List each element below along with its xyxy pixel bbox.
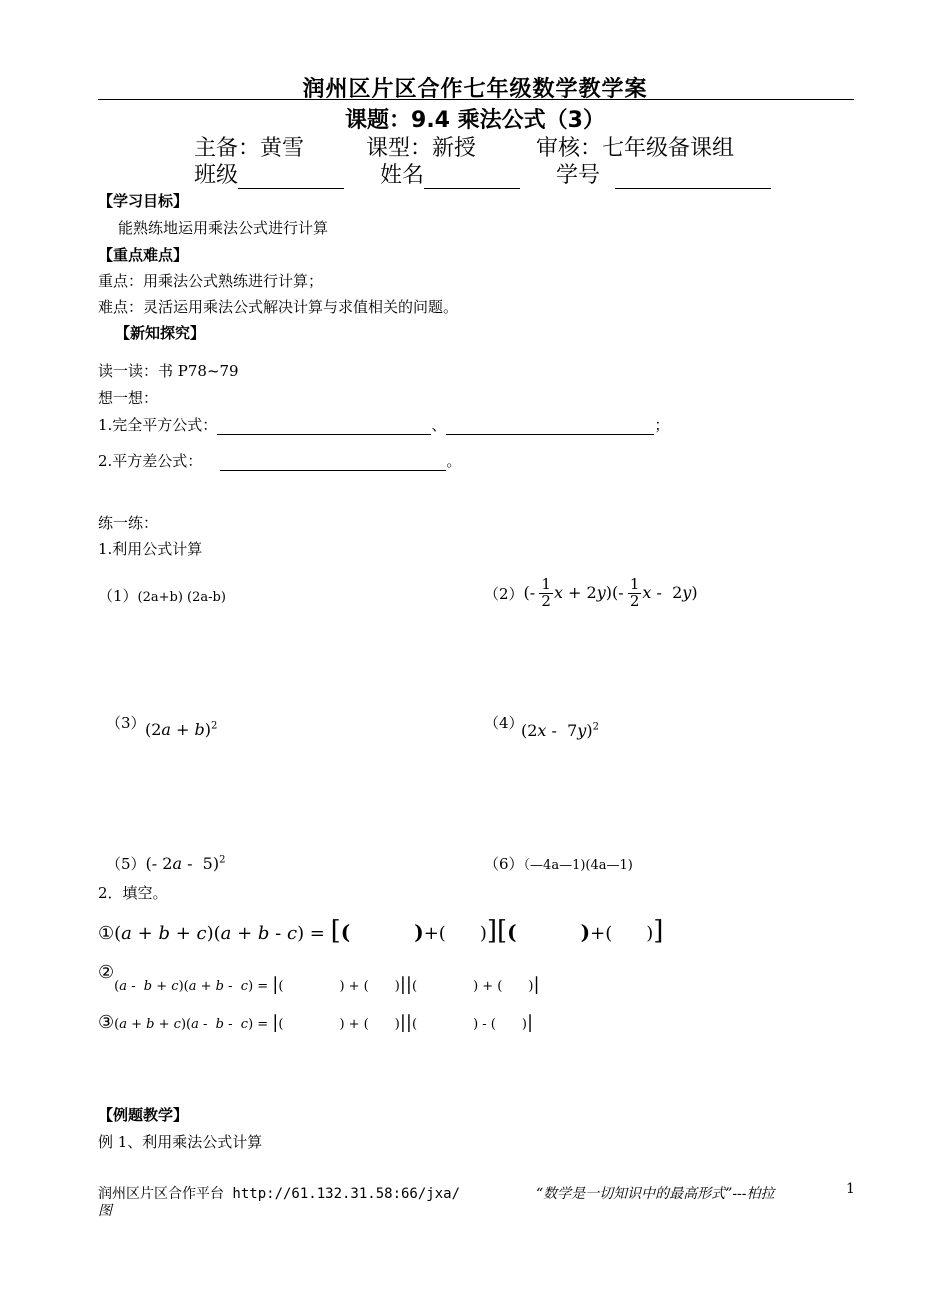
problem-4	[484, 712, 524, 733]
q2-blank[interactable]	[220, 454, 446, 471]
fill-1-marker: ①	[98, 923, 115, 944]
think-text: 想一想：	[98, 389, 159, 407]
reviewer: 审核：七年级备课组	[536, 136, 735, 161]
fill-3-marker: ③	[98, 1012, 115, 1033]
read-text: 读一读：书 P78~79	[98, 362, 239, 380]
problem-2	[484, 577, 698, 610]
p2-expr: (- $\frac{1}{2}$ x + 2y)(- $\frac{1}{2}$ x - 2y)	[523, 575, 698, 610]
footer-quote: “数学是一切知识中的最高形式”---柏拉	[536, 1186, 775, 1202]
lesson-topic: 课题：9.4 乘法公式（3）	[345, 108, 605, 133]
example-1: 例 1、利用乘法公式计算	[98, 1133, 263, 1151]
explore-title: 【新知探究】	[115, 324, 206, 342]
problem-3	[106, 712, 146, 733]
problem-1	[98, 585, 226, 606]
class-blank[interactable]	[238, 168, 344, 189]
footer-platform: 润州区片区合作平台 http://61.132.31.58:66/jxa/	[98, 1186, 461, 1202]
page-number: 1	[846, 1181, 855, 1197]
q1-label: 1.完全平方公式：	[98, 416, 218, 434]
name-label: 姓名	[380, 163, 425, 188]
p4-label: （4）	[484, 714, 524, 732]
q1-end: ；	[654, 416, 670, 434]
fill-2	[98, 962, 540, 995]
fill-title: 2．填空。	[98, 884, 168, 902]
p3-label: （3）	[106, 714, 146, 732]
preparer: 主备：黄雪	[194, 136, 305, 161]
p6-expr: （—4a—1)(4a—1)	[523, 858, 633, 873]
p3-expr: $(2a + b)^2$	[145, 720, 218, 739]
name-blank[interactable]	[424, 168, 520, 189]
fill-3	[98, 1012, 533, 1033]
fill-2-expr: (a - b + c)(a + b - c) = |( ) + ( )||( ) + ( )|	[114, 974, 540, 995]
question-1	[98, 414, 669, 435]
p2-label: （2）	[484, 584, 524, 603]
problem-5	[106, 853, 225, 874]
p6-label: （6）	[484, 855, 524, 873]
goals-title: 【学习目标】	[98, 192, 189, 210]
goals-text: 能熟练地运用乘法公式进行计算	[118, 219, 329, 237]
fill-1	[98, 916, 663, 946]
student-no-label: 学号	[556, 163, 601, 188]
p4-expr: (2x - 7y)$^2$	[521, 721, 599, 740]
q1-blank-b[interactable]	[446, 418, 654, 435]
p5-expr: (- 2a - 5)$^2$	[145, 854, 226, 873]
q1-blank-a[interactable]	[217, 418, 431, 435]
student-no-blank[interactable]	[615, 168, 771, 189]
school-title: 润州区片区合作七年级数学教学案	[302, 77, 648, 102]
fill-2-marker: ②	[98, 962, 115, 983]
problem-6	[484, 853, 633, 874]
header-rule	[98, 99, 854, 100]
meta-row-2	[194, 158, 771, 189]
p5-label: （5）	[106, 855, 146, 873]
footer-quote-cont: 图	[98, 1203, 112, 1219]
key-point: 重点：用乘法公式熟练进行计算；	[98, 272, 324, 290]
q1-sep: 、	[431, 416, 447, 434]
example-title: 【例题教学】	[98, 1106, 189, 1124]
p1-label: （1）	[98, 587, 138, 605]
fill-1-expr: (a + b + c)(a + b - c) = [( )+( )][( )+( )]	[114, 916, 664, 946]
question-2	[98, 450, 461, 471]
q2-end: 。	[446, 452, 462, 470]
practice-1: 1.利用公式计算	[98, 540, 203, 558]
difficulty: 难点：灵活运用乘法公式解决计算与求值相关的问题。	[98, 298, 459, 316]
p1-expr: (2a+b) (2a-b)	[137, 590, 226, 605]
q2-label: 2.平方差公式：	[98, 452, 203, 470]
class-label: 班级	[194, 163, 239, 188]
lesson-type: 课型：新授	[366, 136, 477, 161]
fill-3-expr: (a + b + c)(a - b - c) = |( ) + ( )||( ) - ( )|	[114, 1012, 534, 1033]
key-title: 【重点难点】	[98, 246, 189, 264]
practice-title: 练一练：	[98, 514, 159, 532]
